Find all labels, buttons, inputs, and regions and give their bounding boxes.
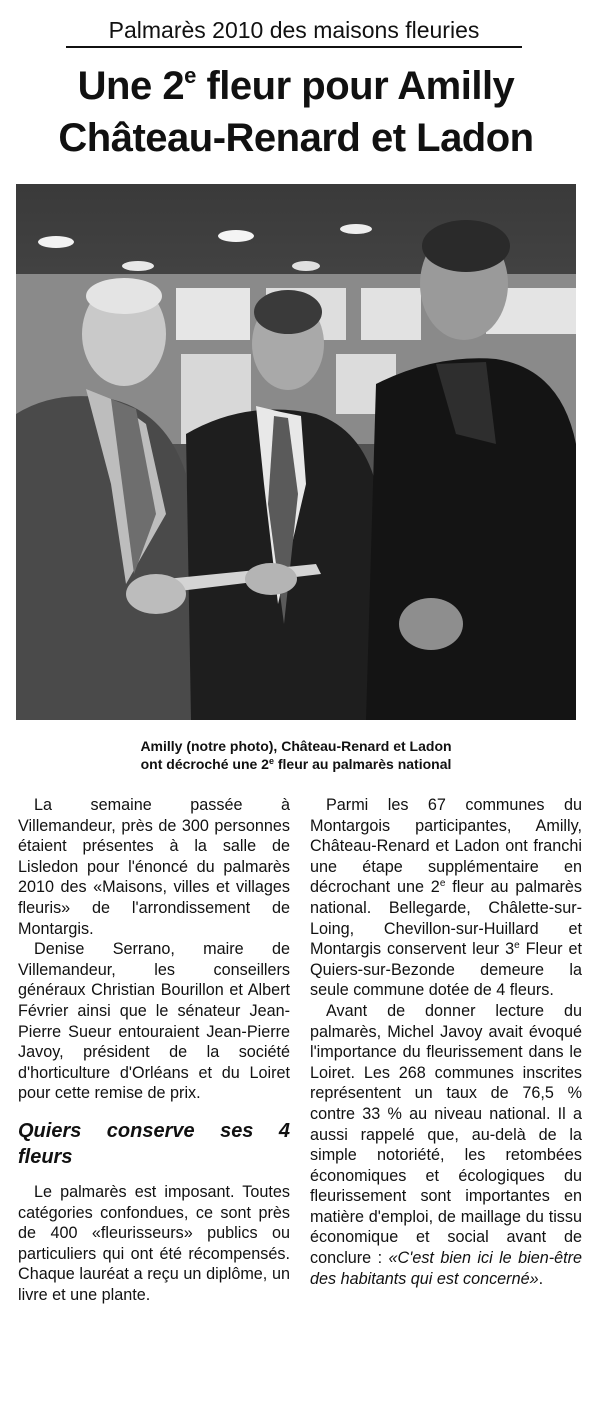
photo-caption: [16, 737, 576, 773]
paragraph: Avant de donner lecture du palmarès, Michel Javoy avait évoqué l'importance du fleurissement dans le Loiret. Les 268 communes inscrites représentent un taux de 76,5 % contre 33 % au niveau national. Il a aussi rappelé que, au-delà de la simple notoriété, les retombées économiques et écologiques du fleurissement sont importantes en matière d'emploi, de maillage du tissu économique et social avant de conclure : «C'est bien ici le bien-être des habitants qui est concerné».: [310, 1001, 583, 1288]
paragraph: La semaine passée à Villemandeur, près de 300 personnes étaient présentes à la salle de Lisledon pour l'énoncé du palmarès 2010 des «Maisons, villes et villages fleuris» de l'arrondissement de Montargis.: [18, 796, 290, 938]
photo: [16, 184, 576, 720]
article-column-right: [310, 795, 582, 1289]
headline-line-2: Château-Renard et Ladon: [58, 116, 534, 160]
paragraph: Denise Serrano, maire de Villemandeur, les conseillers généraux Christian Bourillon et Albert Février ainsi que le sénateur Jean-Pierre Sueur entouraient Jean-Pierre Javoy, président de la société d'horticulture d'Orléans et du Loiret pour cette remise de prix.: [18, 940, 290, 1103]
headline-line-1: Une 2e fleur pour Amilly: [77, 63, 515, 108]
kicker: Palmarès 2010 des maisons fleuries: [66, 16, 522, 48]
caption-line-1: Amilly (notre photo), Château-Renard et Ladon: [140, 738, 452, 754]
caption-line-2: ont décroché une 2e fleur au palmarès national: [140, 756, 452, 772]
quote: «C'est bien ici le bien-être des habitants qui est concerné»: [310, 1249, 583, 1288]
paragraph: Le palmarès est imposant. Toutes catégories confondues, ce sont près de 400 «fleurisseurs» publics ou particuliers qui ont été récompensés. Chaque lauréat a reçu un diplôme, un livre et une plante.: [18, 1182, 290, 1304]
photo-illustration: [16, 184, 576, 720]
paragraph: Parmi les 67 communes du Montargois participantes, Amilly, Château-Renard et Ladon ont franchi une étape supplémentaire en décrochant une 2e fleur au palmarès national. Bellegarde, Châlette-sur-Loing, Chevillon-sur-Huillard et Montargis conservent leur 3e Fleur et Quiers-sur-Bezonde demeure la seule commune dotée de 4 fleurs.: [310, 796, 582, 1000]
article-column-left: [18, 795, 290, 1305]
headline: [8, 60, 584, 164]
subheading: Quiers conserve ses 4 fleurs: [18, 1119, 290, 1168]
